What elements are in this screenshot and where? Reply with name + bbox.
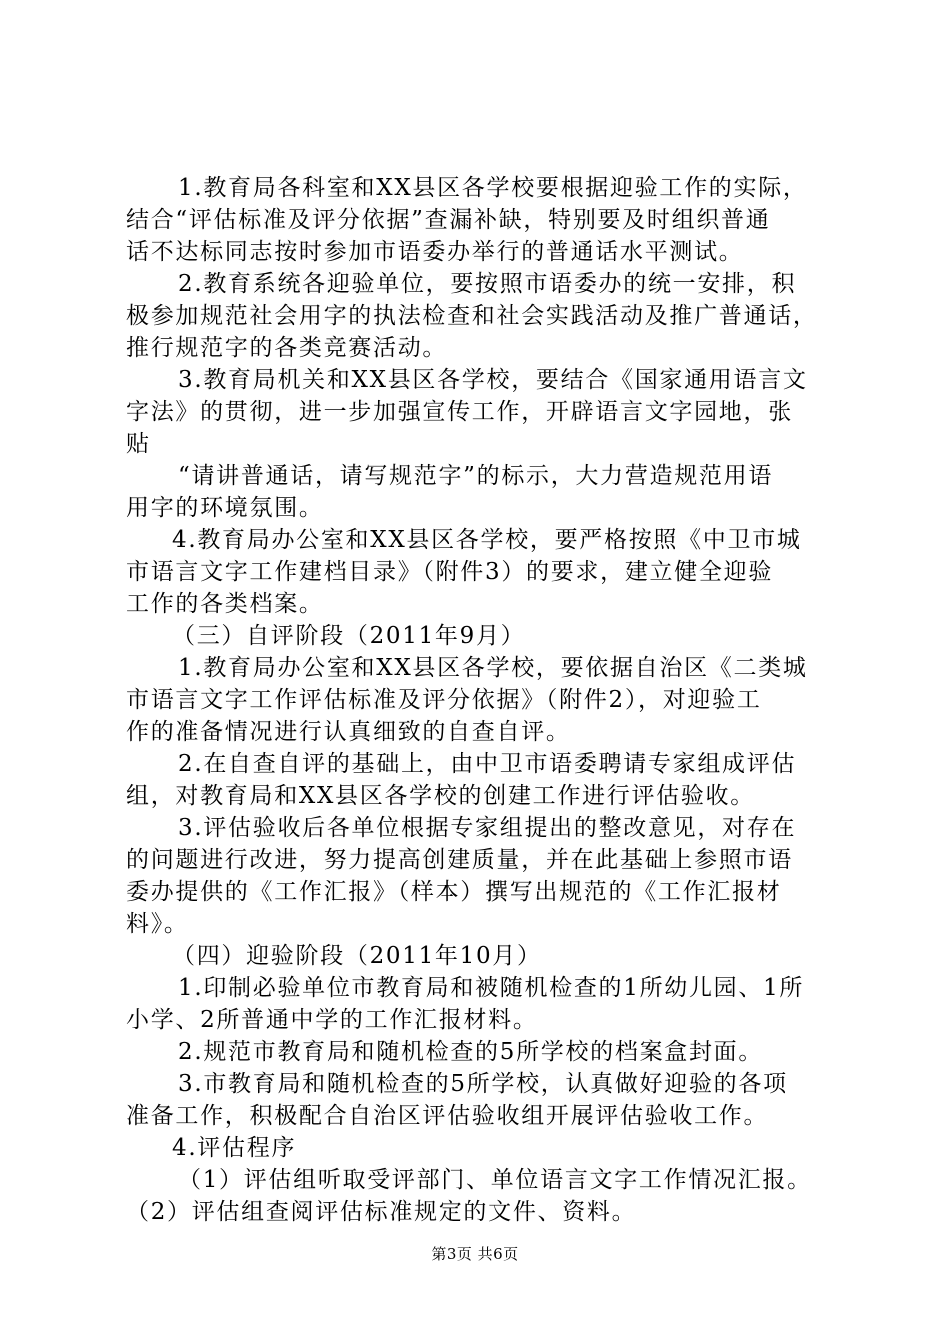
paragraph-line: 委办提供的《工作汇报》（样本）撰写出规范的《工作汇报材	[126, 879, 782, 905]
paragraph-line: 料》。	[126, 911, 189, 937]
paragraph-line: 3.市教育局和随机检查的5所学校，认真做好迎验的各项	[178, 1071, 788, 1097]
paragraph-line: 工作的各类档案。	[126, 591, 324, 617]
paragraph-line: （1）评估组听取受评部门、单位语言文字工作情况汇报。	[178, 1167, 812, 1193]
paragraph-line: 组，对教育局和XX县区各学校的创建工作进行评估验收。	[126, 783, 755, 809]
paragraph-line: 2.规范市教育局和随机检查的5所学校的档案盒封面。	[178, 1039, 764, 1065]
paragraph-line: 2.教育系统各迎验单位，要按照市语委办的统一安排，积	[178, 271, 797, 297]
paragraph-line: 市语言文字工作建档目录》（附件3）的要求，建立健全迎验	[126, 559, 774, 585]
paragraph-line: 作的准备情况进行认真细致的自查自评。	[126, 719, 571, 745]
paragraph-line: “请讲普通话，请写规范字”的标示，大力营造规范用语	[178, 463, 774, 489]
paragraph-line: 字法》的贯彻，进一步加强宣传工作，开辟语言文字园地，张	[126, 399, 793, 425]
page-footer: 第3页 共6页	[431, 1245, 519, 1263]
paragraph-line: 市语言文字工作评估标准及评分依据》（附件2），对迎验工	[126, 687, 762, 713]
paragraph-line: 小学、2所普通中学的工作汇报材料。	[126, 1007, 538, 1033]
paragraph-line: 推行规范字的各类竞赛活动。	[126, 335, 448, 361]
section-heading: （三）自评阶段（2011年9月）	[172, 623, 526, 649]
paragraph-line: 准备工作，积极配合自治区评估验收组开展评估验收工作。	[126, 1103, 769, 1129]
paragraph-line: 4.教育局办公室和XX县区各学校，要严格按照《中卫市城	[172, 527, 802, 553]
paragraph-line: 3.评估验收后各单位根据专家组提出的整改意见，对存在	[178, 815, 797, 841]
paragraph-line: 3.教育局机关和XX县区各学校，要结合《国家通用语言文	[178, 367, 808, 393]
paragraph-line: 的问题进行改进，努力提高创建质量，并在此基础上参照市语	[126, 847, 793, 873]
paragraph-line: （2）评估组查阅评估标准规定的文件、资料。	[126, 1199, 637, 1225]
section-heading: （四）迎验阶段（2011年10月）	[172, 943, 542, 969]
paragraph-line: 极参加规范社会用字的执法检查和社会实践活动及推广普通话，	[126, 303, 818, 329]
paragraph-line: 结合“评估标准及评分依据”查漏补缺，特别要及时组织普通	[126, 207, 771, 233]
paragraph-line: 1.印制必验单位市教育局和被随机检查的1所幼儿园、1所	[178, 975, 805, 1001]
paragraph-line: 1.教育局办公室和XX县区各学校，要依据自治区《二类城	[178, 655, 808, 681]
paragraph-line: 用字的环境氛围。	[126, 495, 324, 521]
paragraph-line: 2.在自查自评的基础上，由中卫市语委聘请专家组成评估	[178, 751, 797, 777]
paragraph-line: 贴	[126, 431, 151, 457]
paragraph-line: 话不达标同志按时参加市语委办举行的普通话水平测试。	[126, 239, 744, 265]
paragraph-line: 1.教育局各科室和XX县区各学校要根据迎验工作的实际，	[178, 175, 808, 201]
paragraph-line: 4.评估程序	[172, 1135, 297, 1161]
